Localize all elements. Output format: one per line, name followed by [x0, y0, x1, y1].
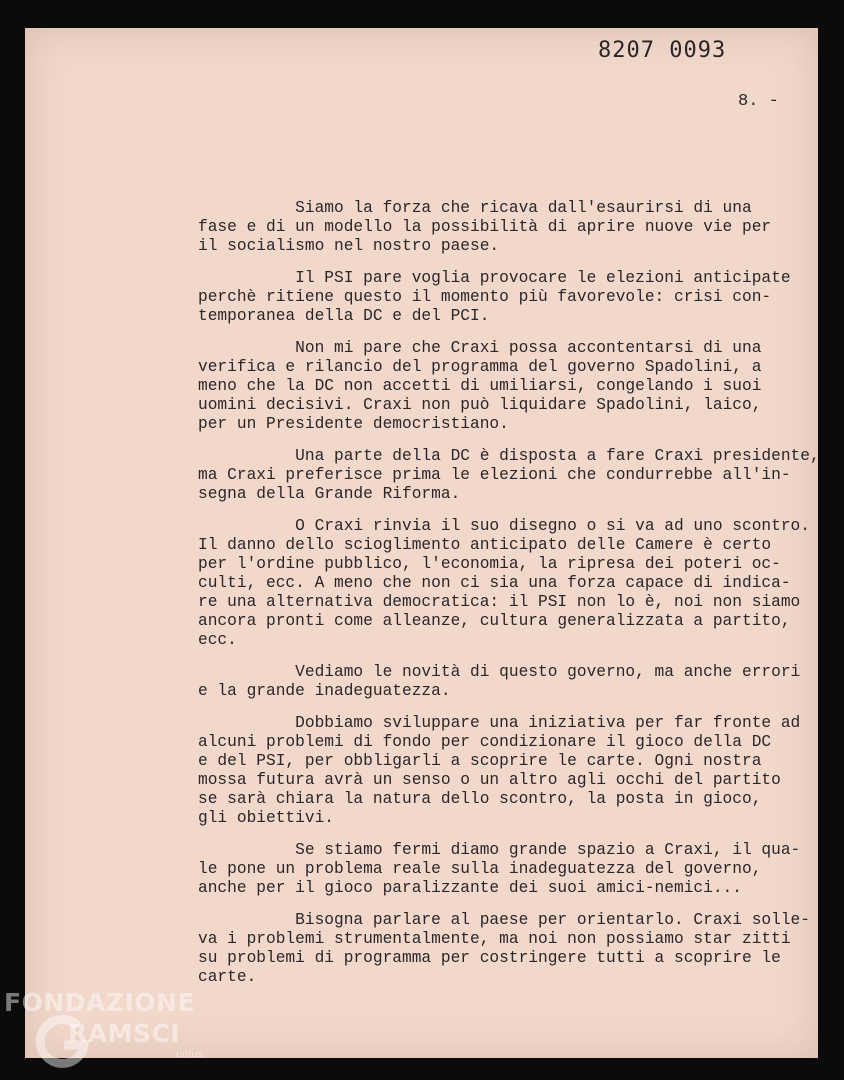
text-line: re una alternativa democratica: il PSI non lo è, noi non siamo — [198, 593, 801, 611]
text-line: alcuni problemi di fondo per condizionare il gioco della DC — [198, 733, 772, 751]
text-line: su problemi di programma per costringere tutti a scoprire le — [198, 949, 781, 967]
text-line: Una parte della DC è disposta a fare Craxi presidente, — [198, 447, 820, 465]
text-line: Vediamo le novità di questo governo, ma anche errori — [198, 663, 801, 681]
text-line: perchè ritiene questo il momento più favorevole: crisi con- — [198, 288, 772, 306]
text-line: e del PSI, per obbligarli a scoprire le carte. Ogni nostra — [198, 752, 762, 770]
watermark-onlus: onlus — [176, 1049, 203, 1060]
text-line: va i problemi strumentalmente, ma noi non possiamo star zitti — [198, 930, 791, 948]
text-line: le pone un problema reale sulla inadeguatezza del governo, — [198, 860, 762, 878]
paragraph — [198, 841, 818, 898]
text-line: O Craxi rinvia il suo disegno o si va ad uno scontro. — [198, 517, 810, 535]
text-line: temporanea della DC e del PCI. — [198, 307, 490, 325]
paragraph — [198, 269, 818, 326]
paragraph — [198, 339, 818, 434]
text-line: Il PSI pare voglia provocare le elezioni anticipate — [198, 269, 791, 287]
paragraph — [198, 714, 818, 828]
text-line: Siamo la forza che ricava dall'esaurirsi di una — [198, 199, 752, 217]
text-line: fase e di un modello la possibilità di aprire nuove vie per — [198, 218, 772, 236]
document-body — [198, 199, 818, 1000]
text-line: verifica e rilancio del programma del governo Spadolini, a — [198, 358, 762, 376]
text-line: ancora pronti come alleanze, cultura generalizzata a partito, — [198, 612, 791, 630]
text-line: se sarà chiara la natura dello scontro, la posta in gioco, — [198, 790, 762, 808]
text-line: gli obiettivi. — [198, 809, 334, 827]
text-line: ecc. — [198, 631, 237, 649]
paragraph — [198, 199, 818, 256]
text-line: e la grande inadeguatezza. — [198, 682, 451, 700]
text-line: Bisogna parlare al paese per orientarlo. Craxi solle- — [198, 911, 810, 929]
text-line: uomini decisivi. Craxi non può liquidare Spadolini, laico, — [198, 396, 762, 414]
text-line: per un Presidente democristiano. — [198, 415, 509, 433]
fondazione-gramsci-watermark — [4, 988, 224, 1078]
text-line: anche per il gioco paralizzante dei suoi amici-nemici... — [198, 879, 742, 897]
text-line: mossa futura avrà un senso o un altro agli occhi del partito — [198, 771, 781, 789]
paragraph — [198, 663, 818, 701]
paragraph — [198, 447, 818, 504]
text-line: Il danno dello scioglimento anticipato delle Camere è certo — [198, 536, 772, 554]
paragraph — [198, 517, 818, 650]
text-line: il socialismo nel nostro paese. — [198, 237, 500, 255]
text-line: carte. — [198, 968, 257, 986]
paragraph — [198, 911, 818, 987]
text-line: meno che la DC non accetti di umiliarsi, congelando i suoi — [198, 377, 762, 395]
text-line: segna della Grande Riforma. — [198, 485, 461, 503]
page-number: 8. - — [738, 92, 779, 111]
text-line: per l'ordine pubblico, l'economia, la ripresa dei poteri oc- — [198, 555, 781, 573]
text-line: ma Craxi preferisce prima le elezioni che condurrebbe all'in- — [198, 466, 791, 484]
text-line: Non mi pare che Craxi possa accontentarsi di una — [198, 339, 762, 357]
watermark-line1: FONDAZIONE — [4, 988, 196, 1017]
archive-number: 8207 0093 — [598, 38, 727, 63]
text-line: Dobbiamo sviluppare una iniziativa per far fronte ad — [198, 714, 801, 732]
watermark-line2: RAMSCI — [68, 1019, 181, 1048]
text-line: culti, ecc. A meno che non ci sia una forza capace di indica- — [198, 574, 791, 592]
text-line: Se stiamo fermi diamo grande spazio a Craxi, il qua- — [198, 841, 801, 859]
